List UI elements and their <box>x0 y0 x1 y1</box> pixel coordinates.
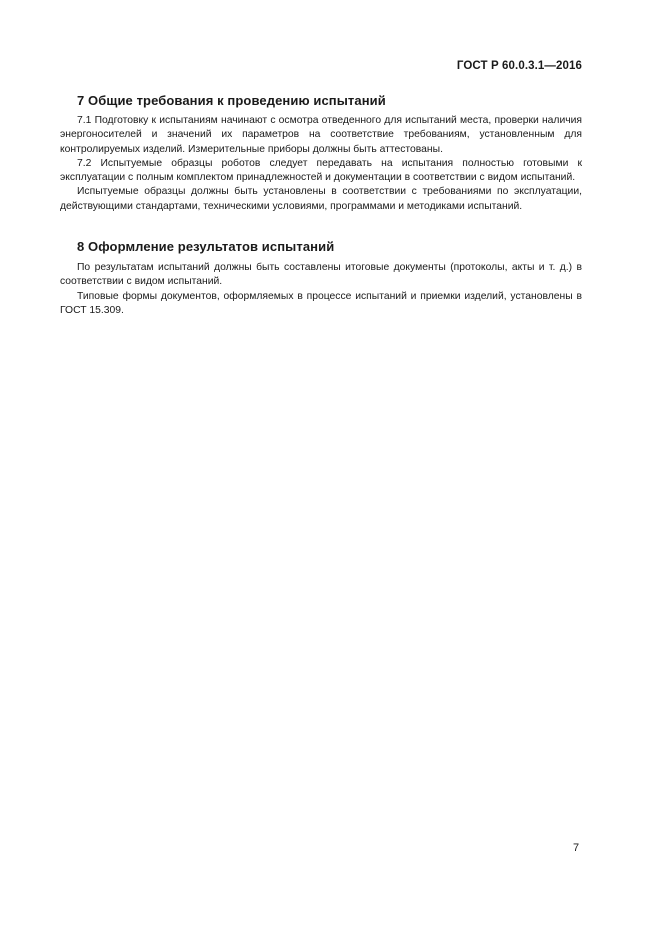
section-8-title: 8 Оформление результатов испытаний <box>77 239 335 254</box>
paragraph-7-2-installation: Испытуемые образцы должны быть установлены в соответствии с требованиями по эксплуатации, действующими стандартами, техническими условиями, программами и методиками испытаний. <box>60 186 582 212</box>
section-7-title: 7 Общие требования к проведению испытаний <box>77 93 386 108</box>
paragraph-8-forms: Типовые формы документов, оформляемых в процессе испытаний и приемки изделий, установлены в ГОСТ 15.309. <box>60 290 582 316</box>
section-8 <box>60 239 582 318</box>
paragraph-7-1: 7.1 Подготовку к испытаниям начинают с осмотра отведенного для испытаний места, проверки наличия энергоносителей и значений их параметров на соответствие требованиям, установленным для контролируемых изделий. Измерительные приборы должны быть аттестованы. <box>60 115 582 155</box>
standard-code-header: ГОСТ Р 60.0.3.1—2016 <box>456 60 582 72</box>
paragraph-7-2: 7.2 Испытуемые образцы роботов следует передавать на испытания полностью готовыми к эксплуатации с полным комплектом принадлежностей и документации в соответствии с видом испытаний. <box>60 157 582 184</box>
section-7 <box>60 93 582 214</box>
page-number: 7 <box>573 842 580 854</box>
paragraph-8-results: По результатам испытаний должны быть составлены итоговые документы (протоколы, акты и т. д.) в соответствии с видом испытаний. <box>60 262 582 288</box>
